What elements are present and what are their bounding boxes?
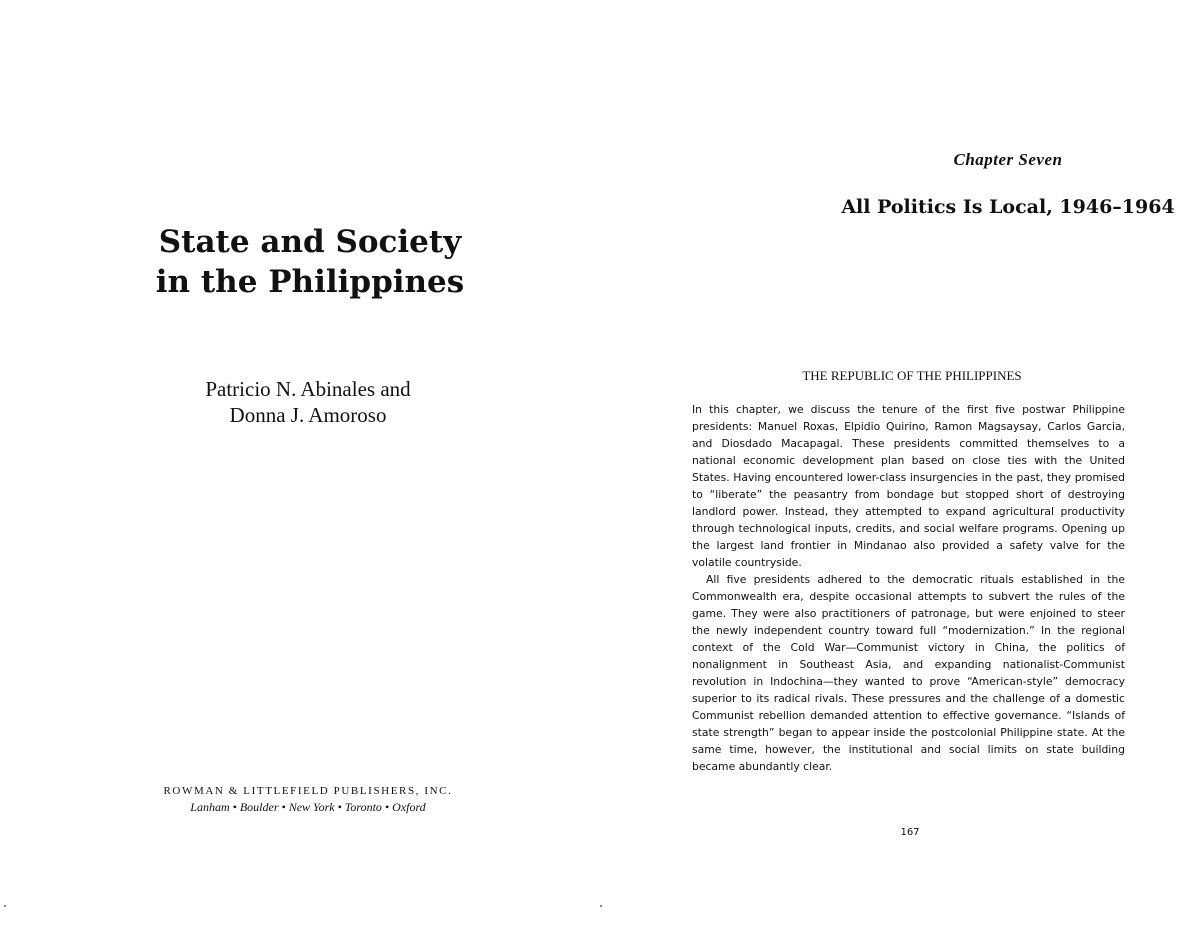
publisher-places: Lanham • Boulder • New York • Toronto • Oxford xyxy=(190,800,426,814)
book-title-line-1: State and Society xyxy=(158,224,462,260)
book-title xyxy=(110,222,510,302)
paragraph: All five presidents adhered to the democratic rituals established in the Commonwealth era, despite occasional attempts to subvert the rules of the game. They were also practitioners of patronage, but were enjoined to steer the newly independent country toward full “modernization.” In the regional context of the Cold War—Communist victory in China, the politics of nonalignment in Southeast Asia, and expanding nationalist-Communist revolution in Indochina—they wanted to prove “American-style” democracy superior to its radical rivals. These pressures and the challenge of a domestic Communist rebellion demanded attention to effective governance. “Islands of state strength” began to appear inside the postcolonial Philippine state. At the same time, however, the institutional and social limits on state building became abundantly clear. xyxy=(692,573,1125,773)
chapter-title: All Politics Is Local, 1946–1964 xyxy=(841,196,1175,218)
author-line-1: Patricio N. Abinales and xyxy=(205,377,411,401)
author-line-2: Donna J. Amoroso xyxy=(229,403,387,427)
publisher-name: ROWMAN & LITTLEFIELD PUBLISHERS, INC. xyxy=(163,785,453,797)
publisher-block xyxy=(110,784,506,815)
section-heading: THE REPUBLIC OF THE PHILIPPINES xyxy=(802,368,1022,383)
chapter-page xyxy=(600,0,1200,927)
page-number: 167 xyxy=(900,827,920,838)
page-edge-mark xyxy=(4,905,6,907)
chapter-label: Chapter Seven xyxy=(953,150,1063,169)
body-text xyxy=(692,401,1125,775)
paragraph: In this chapter, we discuss the tenure of the first five postwar Philippine presidents: Manuel Roxas, Elpidio Quirino, Ramon Magsaysay, Carlos Garcia, and Diosdado Macapagal. These presidents committed themselves to a national economic development plan based on close ties with the United States. Having encountered lower-class insurgencies in the past, they promised to “liberate” the peasantry from bondage but stopped short of destroying landlord power. Instead, they attempted to expand agricultural productivity through technological inputs, credits, and social welfare programs. Opening up the largest land frontier in Mindanao also provided a safety valve for the volatile countryside. xyxy=(692,403,1125,569)
book-title-line-2: in the Philippines xyxy=(155,264,465,300)
authors xyxy=(110,376,506,428)
page-edge-mark xyxy=(600,905,602,907)
